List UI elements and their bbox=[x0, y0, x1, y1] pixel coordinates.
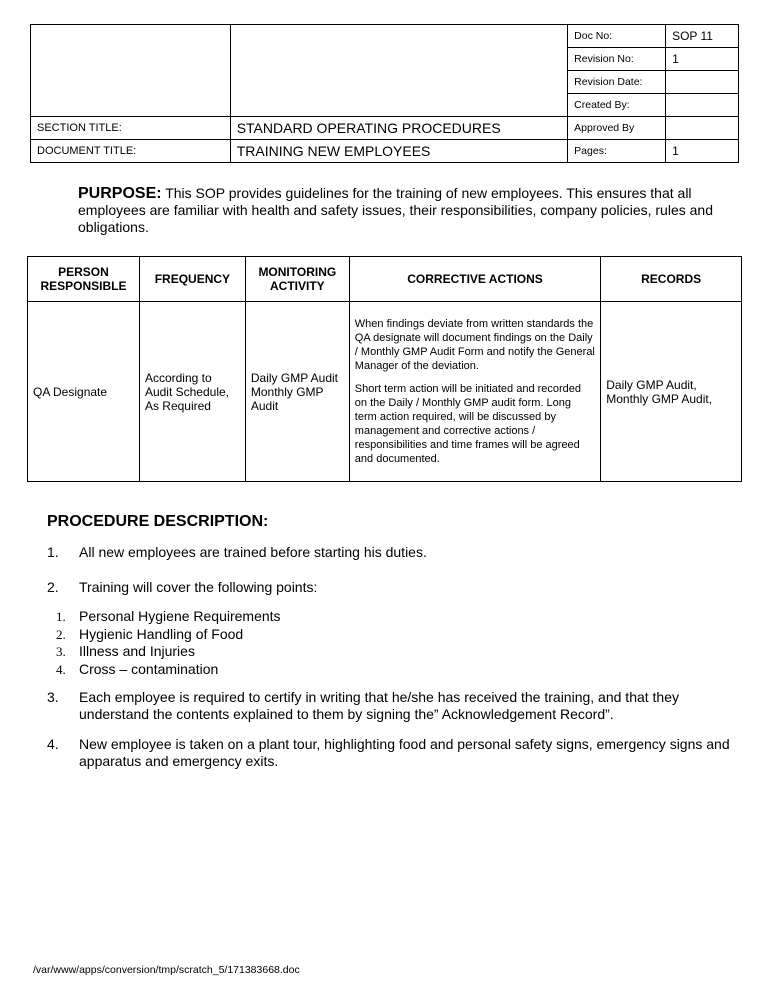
meta-pages-value: 1 bbox=[666, 140, 739, 163]
meta-approved-by-value bbox=[666, 117, 739, 140]
meta-revision-no-value: 1 bbox=[666, 48, 739, 71]
sub-point-number: 4. bbox=[56, 662, 66, 677]
meta-revision-date-label: Revision Date: bbox=[568, 71, 666, 94]
purpose-label: PURPOSE: bbox=[78, 185, 162, 202]
sub-point-text: Illness and Injuries bbox=[79, 643, 195, 659]
step-number: 4. bbox=[47, 736, 59, 752]
cell-corrective-actions bbox=[349, 302, 600, 482]
step-number: 2. bbox=[47, 579, 59, 595]
header-blank-cell bbox=[230, 25, 567, 117]
sub-point-number: 3. bbox=[56, 644, 66, 659]
col-header-frequency: FREQUENCY bbox=[139, 257, 245, 302]
cell-records: Daily GMP Audit, Monthly GMP Audit, bbox=[601, 302, 742, 482]
responsibility-table bbox=[27, 256, 742, 482]
section-title-value: STANDARD OPERATING PROCEDURES bbox=[230, 117, 567, 140]
sub-point-number: 1. bbox=[56, 609, 66, 624]
step-text: Training will cover the following points: bbox=[79, 579, 318, 595]
step-text: All new employees are trained before starting his duties. bbox=[79, 544, 427, 560]
meta-revision-no-label: Revision No: bbox=[568, 48, 666, 71]
corrective-action-paragraph-2: Short term action will be initiated and recorded on the Daily / Monthly GMP audit form. Long term action required, will be discussed by management and corrective actions / responsibilities and time frames will be agreed and documented. bbox=[354, 383, 582, 465]
meta-pages-label: Pages: bbox=[568, 140, 666, 163]
meta-revision-date-value bbox=[666, 71, 739, 94]
step-number: 1. bbox=[47, 544, 59, 560]
section-title-label: SECTION TITLE: bbox=[31, 117, 231, 140]
header-logo-cell bbox=[31, 25, 231, 117]
meta-approved-by-label: Approved By bbox=[568, 117, 666, 140]
sub-point-number: 2. bbox=[56, 627, 66, 642]
col-header-person-responsible: PERSON RESPONSIBLE bbox=[28, 257, 140, 302]
purpose-text: This SOP provides guidelines for the training of new employees. This ensures that all employees are familiar with health and safety issues, their responsibilities, company policies, rules and obligations. bbox=[78, 185, 713, 235]
meta-created-by-value bbox=[666, 94, 739, 117]
step-text: Each employee is required to certify in writing that he/she has received the training, and that they understand the contents explained to them by signing the” Acknowledgement Record”. bbox=[79, 689, 680, 722]
col-header-monitoring-activity: MONITORING ACTIVITY bbox=[245, 257, 349, 302]
document-header-table bbox=[30, 24, 739, 163]
meta-doc-no-label: Doc No: bbox=[568, 25, 666, 48]
meta-doc-no-value: SOP 11 bbox=[666, 25, 739, 48]
cell-person: QA Designate bbox=[28, 302, 140, 482]
sub-point-text: Hygienic Handling of Food bbox=[79, 626, 244, 642]
sub-point-text: Personal Hygiene Requirements bbox=[79, 608, 281, 624]
purpose-paragraph bbox=[78, 185, 738, 236]
procedure-heading: PROCEDURE DESCRIPTION: bbox=[47, 513, 269, 530]
step-number: 3. bbox=[47, 689, 59, 705]
corrective-action-paragraph-1: When findings deviate from written standards the QA designate will document findings on the Daily / Monthly GMP Audit Form and notify the General Manager of the deviation. bbox=[354, 318, 595, 372]
col-header-corrective-actions: CORRECTIVE ACTIONS bbox=[349, 257, 600, 302]
cell-frequency: According to Audit Schedule, As Required bbox=[139, 302, 245, 482]
table-row bbox=[28, 302, 742, 482]
sub-point-text: Cross – contamination bbox=[79, 661, 219, 677]
footer-file-path: /var/www/apps/conversion/tmp/scratch_5/171383668.doc bbox=[33, 964, 300, 976]
meta-created-by-label: Created By: bbox=[568, 94, 666, 117]
col-header-records: RECORDS bbox=[601, 257, 742, 302]
document-title-value: TRAINING NEW EMPLOYEES bbox=[230, 140, 567, 163]
cell-monitoring: Daily GMP Audit Monthly GMP Audit bbox=[245, 302, 349, 482]
step-text: New employee is taken on a plant tour, highlighting food and personal safety signs, emergency signs and apparatus and emergency exits. bbox=[79, 736, 730, 769]
document-title-label: DOCUMENT TITLE: bbox=[31, 140, 231, 163]
